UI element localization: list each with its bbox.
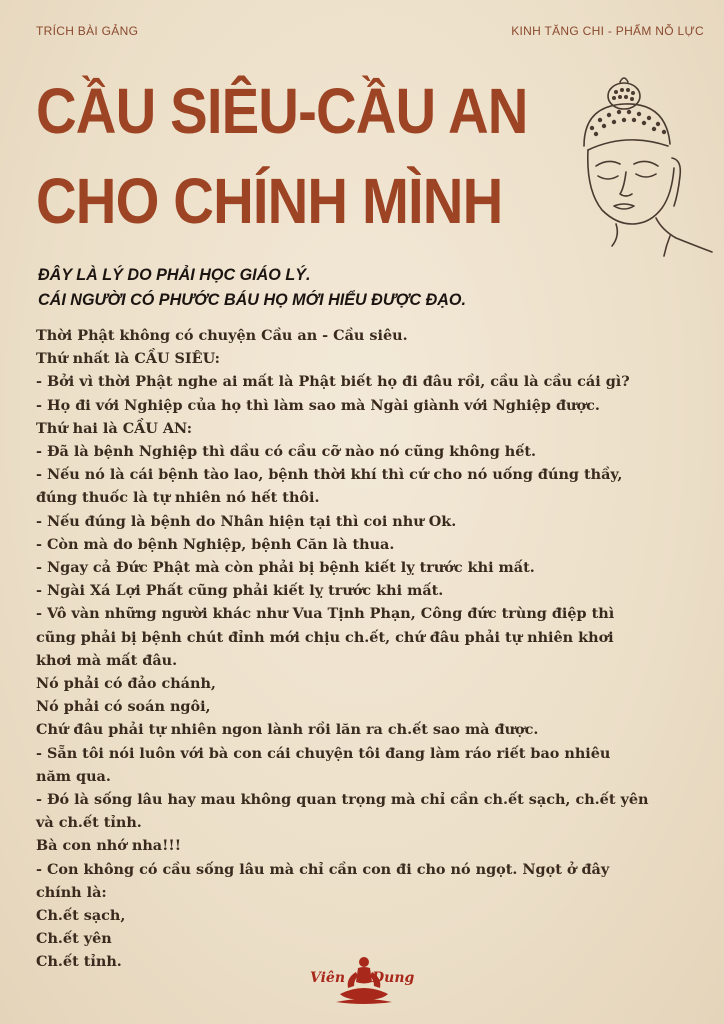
subtitle-line-1: ĐÂY LÀ LÝ DO PHẢI HỌC GIÁO LÝ. <box>38 265 311 284</box>
body-line: - Họ đi với Nghiệp của họ thì làm sao mà Ngài giành với Nghiệp được. <box>36 396 600 414</box>
body-line: Nó phải có đảo chánh, <box>36 675 216 693</box>
logo-text-right: Dung <box>372 970 415 986</box>
body-line: chính là: <box>36 883 107 901</box>
body-line: - Sẵn tôi nói luôn với bà con cái chuyện tôi đang làm ráo riết bao nhiêu <box>36 744 611 762</box>
body-line: Ch.ết sạch, <box>36 907 126 925</box>
body-line: - Đó là sống lâu hay mau không quan trọng mà chỉ cần ch.ết sạch, ch.ết yên <box>36 791 649 809</box>
body-line: Ch.ết tỉnh. <box>36 953 122 971</box>
title-line-1: CẦU SIÊU-CẦU AN <box>36 75 528 147</box>
page-title <box>36 66 528 246</box>
body-line: - Bởi vì thời Phật nghe ai mất là Phật biết họ đi đâu rồi, cầu là cầu cái gì? <box>36 373 630 391</box>
body-line: cũng phải bị bệnh chút đỉnh mới chịu ch.ết, chứ đâu phải tự nhiên khơi <box>36 628 614 646</box>
header-bar <box>36 24 704 42</box>
buddha-illustration <box>570 68 715 258</box>
body-line: Ch.ết yên <box>36 930 112 948</box>
body-line: Nó phải có soán ngôi, <box>36 698 211 716</box>
body-line: đúng thuốc là tự nhiên nó hết thôi. <box>36 489 320 507</box>
body-line: - Con không có cầu sống lâu mà chỉ cần con đi cho nó ngọt. Ngọt ở đây <box>36 860 610 878</box>
subtitle-line-2: CÁI NGƯỜI CÓ PHƯỚC BÁU HỌ MỚI HIỂU ĐƯỢC ĐẠO. <box>38 290 466 309</box>
body-text <box>36 324 716 974</box>
body-line: Chứ đâu phải tự nhiên ngon lành rồi lăn ra ch.ết sao mà được. <box>36 721 539 739</box>
body-line: - Ngài Xá Lợi Phất cũng phải kiết lỵ trước khi mất. <box>36 582 444 600</box>
header-left: TRÍCH BÀI GẢNG <box>36 24 139 38</box>
subtitle <box>38 262 466 312</box>
body-line: - Vô vàn những người khác như Vua Tịnh Phạn, Công đức trùng điệp thì <box>36 605 615 623</box>
body-line: - Đã là bệnh Nghiệp thì dầu có cầu cỡ nào nó cũng không hết. <box>36 443 537 461</box>
body-line: Thời Phật không có chuyện Cầu an - Cầu siêu. <box>36 327 408 344</box>
body-line: - Còn mà do bệnh Nghiệp, bệnh Căn là thua. <box>36 535 395 553</box>
header-right: KINH TĂNG CHI - PHẨM NỖ LỰC <box>511 24 704 38</box>
vien-dung-logo <box>306 952 422 1008</box>
body-line: - Ngay cả Đức Phật mà còn phải bị bệnh kiết lỵ trước khi mất. <box>36 559 535 577</box>
body-line: năm qua. <box>36 767 111 785</box>
body-line: - Nếu nó là cái bệnh tào lao, bệnh thời khí thì cứ cho nó uống đúng thầy, <box>36 466 623 484</box>
body-line: Thứ hai là CẦU AN: <box>36 419 193 437</box>
body-line: Bà con nhớ nha!!! <box>36 837 182 855</box>
title-line-2: CHO CHÍNH MÌNH <box>36 165 503 237</box>
body-line: khơi mà mất đâu. <box>36 651 178 669</box>
body-line: và ch.ết tỉnh. <box>36 814 142 832</box>
logo-text-left: Viên <box>310 970 346 986</box>
body-line: - Nếu đúng là bệnh do Nhân hiện tại thì coi như Ok. <box>36 512 457 530</box>
body-line: Thứ nhất là CẦU SIÊU: <box>36 350 220 368</box>
